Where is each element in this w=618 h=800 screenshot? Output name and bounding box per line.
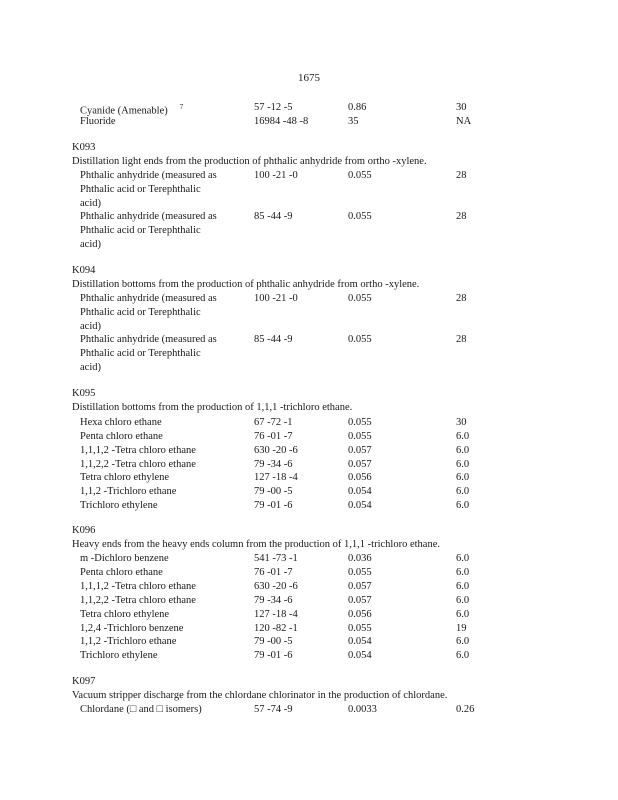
nonwastewater-value: 0.26 [456, 704, 475, 715]
nonwastewater-value: 6.0 [456, 609, 470, 620]
cas-number: 79 -34 -6 [254, 595, 293, 606]
nonwastewater-value: 6.0 [456, 431, 470, 442]
wastewater-value: 0.054 [348, 636, 372, 647]
nonwastewater-value: 6.0 [456, 459, 470, 470]
wastewater-value: 0.057 [348, 581, 372, 592]
constituent-name: acid) [80, 321, 101, 332]
wastewater-value: 0.055 [348, 417, 372, 428]
wastewater-value: 0.86 [348, 102, 367, 113]
cas-number: 85 -44 -9 [254, 211, 293, 222]
nonwastewater-value: 19 [456, 623, 467, 634]
constituent-name: Penta chloro ethane [80, 567, 163, 578]
nonwastewater-value: NA [456, 116, 472, 127]
nonwastewater-value: 6.0 [456, 595, 470, 606]
wastewater-value: 0.057 [348, 445, 372, 456]
nonwastewater-value: 6.0 [456, 445, 470, 456]
constituent-name: 1,1,2,2 -Tetra chloro ethane [80, 459, 196, 470]
constituent-name: Penta chloro ethane [80, 431, 163, 442]
constituent-name: Phthalic acid or Terephthalic [80, 225, 201, 236]
cas-number: 79 -34 -6 [254, 459, 293, 470]
constituent-name: 1,1,2,2 -Tetra chloro ethane [80, 595, 196, 606]
cas-number: 67 -72 -1 [254, 417, 293, 428]
wastewater-value: 0.057 [348, 595, 372, 606]
constituent-name: 1,2,4 -Trichloro benzene [80, 623, 184, 634]
nonwastewater-value: 6.0 [456, 472, 470, 483]
wastewater-value: 0.056 [348, 609, 372, 620]
nonwastewater-value: 6.0 [456, 500, 470, 511]
nonwastewater-value: 6.0 [456, 650, 470, 661]
cas-number: 127 -18 -4 [254, 609, 298, 620]
constituent-name: 1,1,1,2 -Tetra chloro ethane [80, 581, 196, 592]
wastewater-value: 0.054 [348, 486, 372, 497]
waste-code: K093 [72, 142, 96, 153]
constituent-name: acid) [80, 239, 101, 250]
cas-number: 100 -21 -0 [254, 170, 298, 181]
constituent-name: Tetra chloro ethylene [80, 609, 170, 620]
cas-number: 79 -00 -5 [254, 636, 293, 647]
nonwastewater-value: 6.0 [456, 567, 470, 578]
cas-number: 120 -82 -1 [254, 623, 298, 634]
constituent-name: Phthalic anhydride (measured as [80, 293, 217, 304]
cas-number: 630 -20 -6 [254, 445, 298, 456]
nonwastewater-value: 6.0 [456, 486, 470, 497]
cas-number: 541 -73 -1 [254, 553, 298, 564]
cas-number: 85 -44 -9 [254, 334, 293, 345]
waste-code: K096 [72, 525, 96, 536]
waste-description: Vacuum stripper discharge from the chlordane chlorinator in the production of chlordane. [72, 690, 448, 701]
constituent-name: Trichloro ethylene [80, 500, 158, 511]
constituent-name: Hexa chloro ethane [80, 417, 162, 428]
nonwastewater-value: 6.0 [456, 553, 470, 564]
cas-number: 630 -20 -6 [254, 581, 298, 592]
constituent-name: Phthalic acid or Terephthalic [80, 348, 201, 359]
wastewater-value: 0.055 [348, 293, 372, 304]
constituent-name: Phthalic anhydride (measured as [80, 334, 217, 345]
wastewater-value: 0.055 [348, 334, 372, 345]
cas-number: 79 -01 -6 [254, 500, 293, 511]
page-number: 1675 [298, 72, 320, 84]
cas-number: 79 -00 -5 [254, 486, 293, 497]
wastewater-value: 0.055 [348, 211, 372, 222]
waste-description: Heavy ends from the heavy ends column from the production of 1,1,1 -trichloro ethane. [72, 539, 440, 550]
wastewater-value: 0.054 [348, 500, 372, 511]
nonwastewater-value: 30 [456, 102, 467, 113]
wastewater-value: 0.057 [348, 459, 372, 470]
constituent-name: Phthalic acid or Terephthalic [80, 184, 201, 195]
cas-number: 16984 -48 -8 [254, 116, 309, 127]
nonwastewater-value: 28 [456, 170, 467, 181]
wastewater-value: 0.055 [348, 623, 372, 634]
constituent-name: m -Dichloro benzene [80, 553, 169, 564]
cas-number: 100 -21 -0 [254, 293, 298, 304]
wastewater-value: 35 [348, 116, 359, 127]
constituent-name: Phthalic anhydride (measured as [80, 170, 217, 181]
cas-number: 57 -12 -5 [254, 102, 293, 113]
wastewater-value: 0.0033 [348, 704, 377, 715]
wastewater-value: 0.055 [348, 567, 372, 578]
substance-name: Cyanide (Amenable) $^7$ [80, 103, 184, 117]
wastewater-value: 0.055 [348, 170, 372, 181]
footnote-marker: 7 [179, 103, 184, 111]
nonwastewater-value: 30 [456, 417, 467, 428]
constituent-name: Phthalic acid or Terephthalic [80, 307, 201, 318]
nonwastewater-value: 28 [456, 293, 467, 304]
nonwastewater-value: 6.0 [456, 636, 470, 647]
constituent-name: acid) [80, 198, 101, 209]
waste-description: Distillation bottoms from the production of phthalic anhydride from ortho -xylene. [72, 279, 420, 290]
waste-code: K097 [72, 676, 96, 687]
substance-name: Fluoride [80, 116, 116, 127]
constituent-name: Tetra chloro ethylene [80, 472, 170, 483]
constituent-name: Trichloro ethylene [80, 650, 158, 661]
nonwastewater-value: 6.0 [456, 581, 470, 592]
cas-number: 127 -18 -4 [254, 472, 298, 483]
waste-description: Distillation bottoms from the production of 1,1,1 -trichloro ethane. [72, 402, 353, 413]
constituent-name: Phthalic anhydride (measured as [80, 211, 217, 222]
cas-number: 76 -01 -7 [254, 567, 293, 578]
wastewater-value: 0.054 [348, 650, 372, 661]
cas-number: 57 -74 -9 [254, 704, 293, 715]
wastewater-value: 0.036 [348, 553, 372, 564]
constituent-name: 1,1,1,2 -Tetra chloro ethane [80, 445, 196, 456]
constituent-name: Chlordane (□ and □ isomers) [80, 704, 202, 715]
waste-code: K094 [72, 265, 96, 276]
cas-number: 79 -01 -6 [254, 650, 293, 661]
cas-number: 76 -01 -7 [254, 431, 293, 442]
nonwastewater-value: 28 [456, 211, 467, 222]
constituent-name: 1,1,2 -Trichloro ethane [80, 486, 177, 497]
waste-description: Distillation light ends from the production of phthalic anhydride from ortho -xylene. [72, 156, 427, 167]
constituent-name: 1,1,2 -Trichloro ethane [80, 636, 177, 647]
wastewater-value: 0.056 [348, 472, 372, 483]
waste-code: K095 [72, 388, 96, 399]
nonwastewater-value: 28 [456, 334, 467, 345]
constituent-name: acid) [80, 362, 101, 373]
wastewater-value: 0.055 [348, 431, 372, 442]
